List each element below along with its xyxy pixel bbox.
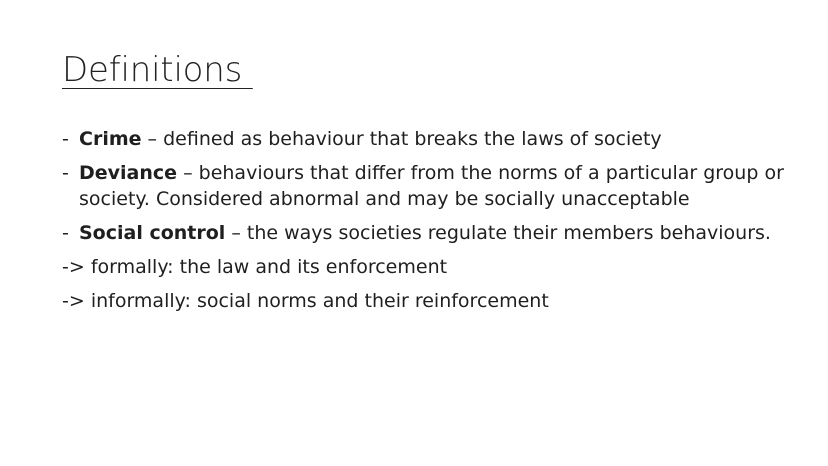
term-deviance: Deviance <box>79 162 178 184</box>
definition-text-social-control: – the ways societies regulate their members behaviours. <box>225 222 771 244</box>
formal-control-line: -> formally: the law and its enforcement <box>62 256 448 278</box>
definition-text-crime: – defined as behaviour that breaks the laws of society <box>141 128 662 150</box>
definition-crime <box>62 126 792 152</box>
bullet-dash: - <box>62 222 69 244</box>
definition-social-control <box>62 220 792 246</box>
slide-title: Definitions <box>62 50 253 90</box>
bullet-dash: - <box>62 162 69 184</box>
informal-control-line: -> informally: social norms and their reinforcement <box>62 290 549 312</box>
definition-text-deviance: – behaviours that differ from the norms of a particular group or society. Considered abnormal and may be socially unacceptable <box>79 162 784 210</box>
bullet-dash: - <box>62 128 69 150</box>
slide-content <box>62 126 792 322</box>
definition-deviance <box>62 160 792 212</box>
term-crime: Crime <box>79 128 142 150</box>
term-social-control: Social control <box>79 222 226 244</box>
